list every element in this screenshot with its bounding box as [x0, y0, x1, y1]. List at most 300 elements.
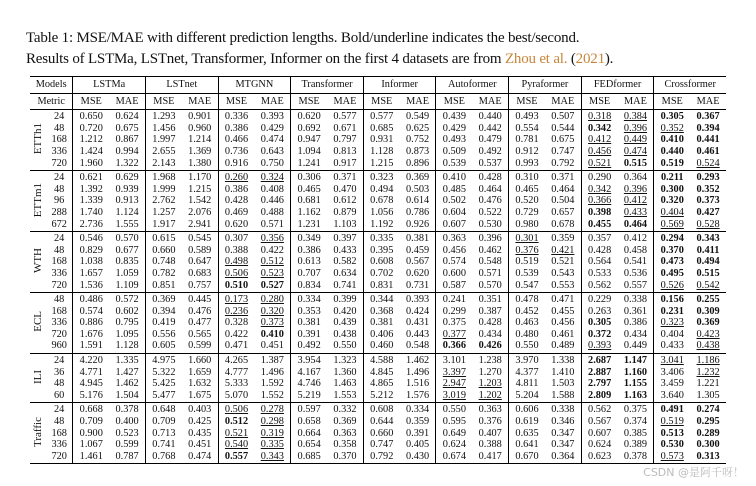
table-cell: 4.945	[79, 378, 103, 390]
table-cell: 0.366	[588, 195, 612, 207]
table-cell: 2.941	[182, 219, 218, 232]
dataset-label	[30, 232, 46, 293]
table-cell: 0.533	[588, 267, 612, 279]
table-row	[30, 329, 726, 341]
table-row	[30, 171, 726, 184]
table-cell: 1.103	[327, 219, 363, 232]
horizon: 96	[46, 195, 73, 207]
table-cell: 0.530	[472, 219, 508, 232]
table-cell: 0.582	[327, 256, 363, 268]
table-cell: 1.591	[79, 340, 103, 352]
metric-header: MSE	[443, 95, 465, 107]
table-cell: 0.375	[442, 317, 466, 329]
table-cell: 0.993	[515, 157, 539, 169]
table-cell: 0.455	[545, 306, 581, 318]
horizon: 24	[46, 403, 73, 416]
table-cell: 0.343	[696, 233, 720, 245]
horizon: 672	[46, 219, 73, 232]
table-cell: 0.461	[696, 145, 720, 157]
table-cell: 0.363	[327, 428, 363, 440]
table-cell: 0.323	[660, 317, 684, 329]
table-cell: 1.576	[400, 390, 436, 403]
table-row	[30, 293, 726, 306]
table-cell: 0.381	[400, 232, 436, 245]
table-cell: 0.410	[442, 172, 466, 184]
horizon: 336	[46, 317, 73, 329]
horizon: 720	[46, 158, 73, 171]
table-cell: 1.215	[182, 184, 218, 196]
table-cell: 2.797	[588, 378, 612, 390]
table-cell: 0.376	[472, 416, 508, 428]
table-cell: 0.549	[400, 110, 436, 123]
table-cell: 0.550	[442, 404, 466, 416]
table-cell: 0.479	[472, 134, 508, 146]
table-cell: 0.443	[400, 329, 436, 341]
table-cell: 0.625	[400, 123, 436, 135]
table-cell: 0.787	[109, 451, 145, 464]
table-cell: 0.301	[515, 233, 539, 245]
table-cell: 0.420	[327, 306, 363, 318]
table-cell: 0.913	[109, 195, 145, 207]
table-cell: 1.496	[254, 367, 290, 379]
table-cell: 0.547	[515, 279, 539, 291]
table-cell: 1.542	[182, 195, 218, 207]
table-cell: 0.433	[660, 340, 684, 352]
table-cell: 0.307	[224, 233, 249, 245]
table-cell: 0.570	[472, 280, 508, 293]
table-cell: 0.451	[254, 340, 290, 353]
table-cell: 0.782	[152, 267, 176, 279]
table-cell: 0.412	[618, 195, 654, 207]
table-cell: 0.471	[224, 340, 249, 352]
citation-author-link[interactable]: Zhou et al.	[504, 51, 568, 67]
table-cell: 0.386	[224, 183, 249, 195]
table-cell: 0.323	[370, 172, 394, 184]
table-cell: 0.647	[182, 256, 218, 268]
table-cell: 2.687	[588, 355, 612, 367]
table-cell: 0.428	[224, 195, 249, 207]
table-cell: 0.595	[442, 416, 466, 428]
table-cell: 0.412	[588, 134, 612, 146]
table-cell: 0.608	[370, 404, 394, 416]
table-cell: 0.349	[297, 233, 321, 245]
table-cell: 0.729	[515, 206, 539, 218]
table-cell: 0.289	[696, 427, 720, 439]
table-cell: 0.813	[327, 146, 363, 158]
table-cell: 0.452	[515, 305, 539, 317]
table-cell: 1.128	[109, 340, 145, 353]
table-cell: 0.334	[400, 403, 436, 416]
table-cell: 1.232	[696, 366, 720, 378]
horizon: 36	[46, 367, 73, 379]
table-cell: 1.456	[152, 122, 176, 134]
table-cell: 0.523	[254, 268, 290, 280]
table-cell: 5.219	[297, 389, 321, 401]
table-cell: 5.425	[152, 378, 176, 390]
table-cell: 0.474	[254, 134, 290, 146]
model-header: Transformer	[291, 77, 364, 94]
table-cell: 0.544	[545, 123, 581, 135]
table-cell: 0.548	[400, 340, 436, 353]
horizon: 168	[46, 134, 73, 146]
table-cell: 0.369	[400, 171, 436, 184]
table-cell: 0.556	[152, 328, 176, 340]
table-cell: 1.360	[327, 367, 363, 379]
table-cell: 0.675	[109, 123, 145, 135]
dataset-name: Traffic	[32, 417, 44, 448]
table-cell: 0.605	[152, 340, 176, 352]
table-cell: 0.442	[472, 123, 508, 135]
table-cell: 0.912	[515, 145, 539, 157]
table-cell: 0.459	[400, 245, 436, 257]
table-cell: 0.404	[660, 206, 684, 218]
table-cell: 0.873	[400, 146, 436, 158]
table-row	[30, 367, 726, 379]
dataset-label	[30, 110, 46, 171]
table-cell: 0.465	[297, 183, 321, 195]
metric-header: MSE	[225, 95, 248, 107]
table-cell: 0.612	[327, 195, 363, 207]
model-header: Pyraformer	[509, 77, 582, 94]
table-cell: 0.363	[472, 403, 508, 416]
table-cell: 0.536	[618, 268, 654, 280]
table-cell: 0.512	[224, 416, 249, 428]
table-cell: 0.438	[327, 329, 363, 341]
table-cell: 0.298	[254, 416, 290, 428]
citation-paren: ).	[604, 51, 614, 67]
horizon: 720	[46, 280, 73, 293]
table-cell: 0.465	[515, 183, 539, 195]
horizon: 48	[46, 123, 73, 135]
table-row	[30, 134, 726, 146]
table-cell: 1.424	[79, 145, 103, 157]
table-cell: 0.464	[472, 184, 508, 196]
table-row	[30, 390, 726, 403]
table-cell: 0.678	[370, 195, 394, 207]
table-cell: 1.339	[79, 195, 103, 207]
table-cell: 1.552	[254, 390, 290, 403]
table-cell: 0.342	[588, 122, 612, 134]
table-cell: 1.293	[152, 111, 176, 123]
table-cell: 0.435	[182, 428, 218, 440]
table-cell: 0.515	[696, 267, 720, 279]
table-cell: 0.353	[297, 305, 321, 317]
table-cell: 0.901	[182, 110, 218, 123]
table-cell: 0.685	[370, 122, 394, 134]
table-cell: 1.305	[696, 389, 720, 401]
table-cell: 0.488	[254, 207, 290, 219]
table-cell: 0.394	[152, 305, 176, 317]
table-cell: 0.834	[297, 279, 321, 291]
table-cell: 0.879	[327, 207, 363, 219]
table-cell: 0.498	[224, 256, 249, 268]
table-cell: 0.685	[297, 450, 321, 462]
table-cell: 0.299	[442, 305, 466, 317]
table-cell: 4.377	[515, 366, 539, 378]
table-cell: 0.589	[182, 245, 218, 257]
table-cell: 0.423	[696, 328, 720, 340]
table-cell: 0.371	[545, 171, 581, 184]
table-cell: 5.322	[152, 366, 176, 378]
table-cell: 1.496	[400, 367, 436, 379]
table-cell: 0.513	[660, 427, 684, 439]
table-cell: 0.359	[400, 416, 436, 428]
table-cell: 0.643	[254, 146, 290, 158]
table-cell: 1.659	[182, 367, 218, 379]
table-cell: 1.338	[545, 354, 581, 367]
table-cell: 1.241	[297, 157, 321, 169]
table-cell: 1.335	[109, 354, 145, 367]
table-row	[30, 123, 726, 135]
table-cell: 0.886	[79, 317, 103, 329]
table-cell: 0.391	[297, 328, 321, 340]
table-cell: 4.777	[224, 366, 249, 378]
table-cell: 0.393	[400, 293, 436, 306]
metric-header: MSE	[80, 95, 102, 107]
table-cell: 0.464	[545, 184, 581, 196]
table-cell: 0.664	[297, 427, 321, 439]
table-cell: 0.371	[327, 171, 363, 184]
table-cell: 1.231	[297, 218, 321, 230]
table-cell: 0.403	[182, 403, 218, 416]
table-cell: 0.829	[79, 244, 103, 256]
table-cell: 0.421	[545, 245, 581, 257]
horizon: 168	[46, 306, 73, 318]
table-cell: 0.577	[370, 111, 394, 123]
table-cell: 0.509	[442, 145, 466, 157]
table-cell: 0.650	[79, 111, 103, 123]
table-cell: 0.372	[588, 328, 612, 340]
models-header-row	[30, 77, 726, 94]
table-cell: 5.333	[224, 378, 249, 390]
table-cell: 1.221	[696, 378, 720, 390]
table-cell: 1.536	[79, 279, 103, 291]
table-cell: 0.644	[370, 416, 394, 428]
table-row	[30, 184, 726, 196]
table-cell: 0.896	[400, 158, 436, 171]
table-cell: 1.192	[370, 218, 394, 230]
table-cell: 0.370	[327, 451, 363, 464]
table-cell: 0.621	[79, 172, 103, 184]
table-cell: 1.917	[152, 218, 176, 230]
table-cell: 1.238	[472, 354, 508, 367]
table-cell: 0.236	[224, 305, 249, 317]
dataset-name: ECL	[32, 311, 44, 333]
table-cell: 0.607	[588, 427, 612, 439]
table-caption	[26, 28, 754, 70]
table-cell: 0.521	[545, 256, 581, 268]
table-cell: 0.670	[515, 450, 539, 462]
table-cell: 0.334	[297, 294, 321, 306]
table-cell: 5.212	[370, 389, 394, 401]
caption-line-2-text: Results of LSTMa, LSTnet, Transformer, Informer on the first 4 datasets are from	[26, 51, 505, 67]
table-cell: 0.757	[182, 280, 218, 293]
table-cell: 1.212	[79, 134, 103, 146]
table-cell: 3.101	[442, 355, 466, 367]
table-cell: 1.124	[109, 207, 145, 219]
table-cell: 0.736	[224, 145, 249, 157]
table-cell: 3.954	[297, 355, 321, 367]
table-cell: 1.322	[109, 158, 145, 171]
table-cell: 4.746	[297, 378, 321, 390]
table-cell: 1.186	[696, 355, 720, 367]
table-cell: 0.376	[515, 244, 539, 256]
table-cell: 3.397	[442, 366, 466, 378]
metric-header: MAE	[182, 93, 218, 110]
table-cell: 0.674	[442, 450, 466, 462]
table-cell: 0.410	[254, 329, 290, 341]
table-cell: 0.278	[254, 403, 290, 416]
table-cell: 0.574	[79, 305, 103, 317]
table-cell: 1.202	[472, 390, 508, 403]
table-cell: 0.641	[515, 439, 539, 451]
table-cell: 1.170	[182, 171, 218, 184]
table-cell: 0.456	[588, 145, 612, 157]
table-cell: 0.477	[182, 317, 218, 329]
table-cell: 5.176	[79, 389, 103, 401]
table-cell: 0.604	[442, 206, 466, 218]
table-cell: 0.474	[618, 146, 654, 158]
table-cell: 0.397	[327, 232, 363, 245]
table-cell: 0.466	[224, 134, 249, 146]
table-cell: 0.916	[224, 157, 249, 169]
table-cell: 1.462	[109, 378, 145, 390]
table-cell: 2.076	[182, 207, 218, 219]
table-cell: 0.373	[696, 195, 720, 207]
table-row	[30, 207, 726, 219]
table-cell: 0.428	[472, 317, 508, 329]
table-cell: 0.357	[588, 233, 612, 245]
table-cell: 0.692	[297, 122, 321, 134]
table-row	[30, 195, 726, 207]
table-cell: 0.456	[545, 317, 581, 329]
table-cell: 0.702	[370, 267, 394, 279]
table-cell: 0.831	[370, 279, 394, 291]
table-cell: 0.375	[618, 403, 654, 416]
table-cell: 1.463	[327, 378, 363, 390]
table-cell: 0.512	[254, 256, 290, 268]
table-cell: 1.056	[370, 206, 394, 218]
horizon: 336	[46, 146, 73, 158]
citation-year-link[interactable]: 2021	[575, 51, 605, 67]
table-cell: 0.294	[660, 233, 684, 245]
table-cell: 4.771	[79, 366, 103, 378]
table-cell: 0.424	[400, 306, 436, 318]
table-cell: 1.387	[254, 354, 290, 367]
dataset-label	[30, 403, 46, 464]
table-cell: 0.660	[152, 244, 176, 256]
table-cell: 0.537	[472, 158, 508, 171]
model-header: Autoformer	[436, 77, 509, 94]
table-cell: 0.620	[297, 111, 321, 123]
table-cell: 0.521	[224, 427, 249, 439]
table-cell: 5.477	[152, 389, 176, 401]
citation-paren: (	[567, 51, 576, 67]
table-row	[30, 416, 726, 428]
table-cell: 0.503	[400, 184, 436, 196]
horizon: 24	[46, 110, 73, 123]
table-cell: 0.369	[152, 294, 176, 306]
table-cell: 1.095	[109, 329, 145, 341]
table-cell: 0.523	[109, 428, 145, 440]
metric-header: MSE	[661, 95, 683, 107]
table-cell: 0.449	[618, 134, 654, 146]
table-cell: 0.741	[327, 280, 363, 293]
table-cell: 4.220	[79, 355, 103, 367]
metric-header: MAE	[545, 93, 581, 110]
table-cell: 0.463	[515, 317, 539, 329]
table-row	[30, 378, 726, 390]
table-cell: 0.939	[109, 184, 145, 196]
table-cell: 0.441	[696, 134, 720, 146]
table-cell: 0.548	[472, 256, 508, 268]
horizon: 24	[46, 232, 73, 245]
table-cell: 0.389	[618, 439, 654, 451]
table-cell: 2.809	[588, 389, 612, 401]
metric-header: MSE	[153, 95, 175, 107]
table-cell: 0.351	[472, 293, 508, 306]
table-cell: 0.446	[254, 195, 290, 207]
table-cell: 0.486	[79, 294, 103, 306]
table-cell: 0.557	[224, 450, 249, 462]
table-cell: 1.675	[182, 390, 218, 403]
table-cell: 2.655	[152, 145, 176, 157]
table-row	[30, 317, 726, 329]
table-cell: 0.471	[545, 293, 581, 306]
table-cell: 4.811	[515, 378, 539, 390]
table-cell: 0.280	[254, 293, 290, 306]
metric-header: MAE	[109, 93, 145, 110]
table-cell: 1.214	[182, 134, 218, 146]
table-cell: 0.608	[370, 256, 394, 268]
table-cell: 0.378	[109, 403, 145, 416]
table-cell: 4.975	[152, 355, 176, 367]
table-cell: 0.553	[545, 280, 581, 293]
table-row	[30, 110, 726, 123]
horizon: 24	[46, 171, 73, 184]
table-cell: 0.368	[370, 305, 394, 317]
table-cell: 0.290	[588, 172, 612, 184]
metric-header: MAE	[696, 95, 720, 107]
table-cell: 0.422	[254, 245, 290, 257]
table-cell: 0.571	[254, 219, 290, 232]
table-cell: 0.557	[618, 280, 654, 293]
table-cell: 1.968	[152, 172, 176, 184]
table-cell: 0.635	[515, 427, 539, 439]
table-cell: 0.306	[297, 172, 321, 184]
table-cell: 0.539	[442, 157, 466, 169]
table-cell: 3.970	[515, 355, 539, 367]
model-header: Crossformer	[664, 79, 716, 90]
table-cell: 0.255	[696, 294, 720, 306]
table-cell: 0.406	[370, 328, 394, 340]
table-cell: 0.528	[696, 218, 720, 230]
metric-header: MAE	[472, 93, 508, 110]
table-cell: 0.980	[515, 218, 539, 230]
table-cell: 0.386	[224, 122, 249, 134]
table-cell: 1.504	[109, 390, 145, 403]
table-cell: 0.572	[109, 293, 145, 306]
models-label: Models	[30, 77, 73, 94]
table-cell: 0.363	[442, 233, 466, 245]
table-cell: 0.947	[297, 134, 321, 146]
table-cell: 3.406	[660, 366, 684, 378]
table-cell: 0.542	[696, 279, 720, 291]
table-cell: 0.385	[618, 428, 654, 440]
metric-header: MAE	[618, 93, 654, 110]
table-cell: 0.474	[182, 451, 218, 464]
table-cell: 0.569	[660, 218, 684, 230]
